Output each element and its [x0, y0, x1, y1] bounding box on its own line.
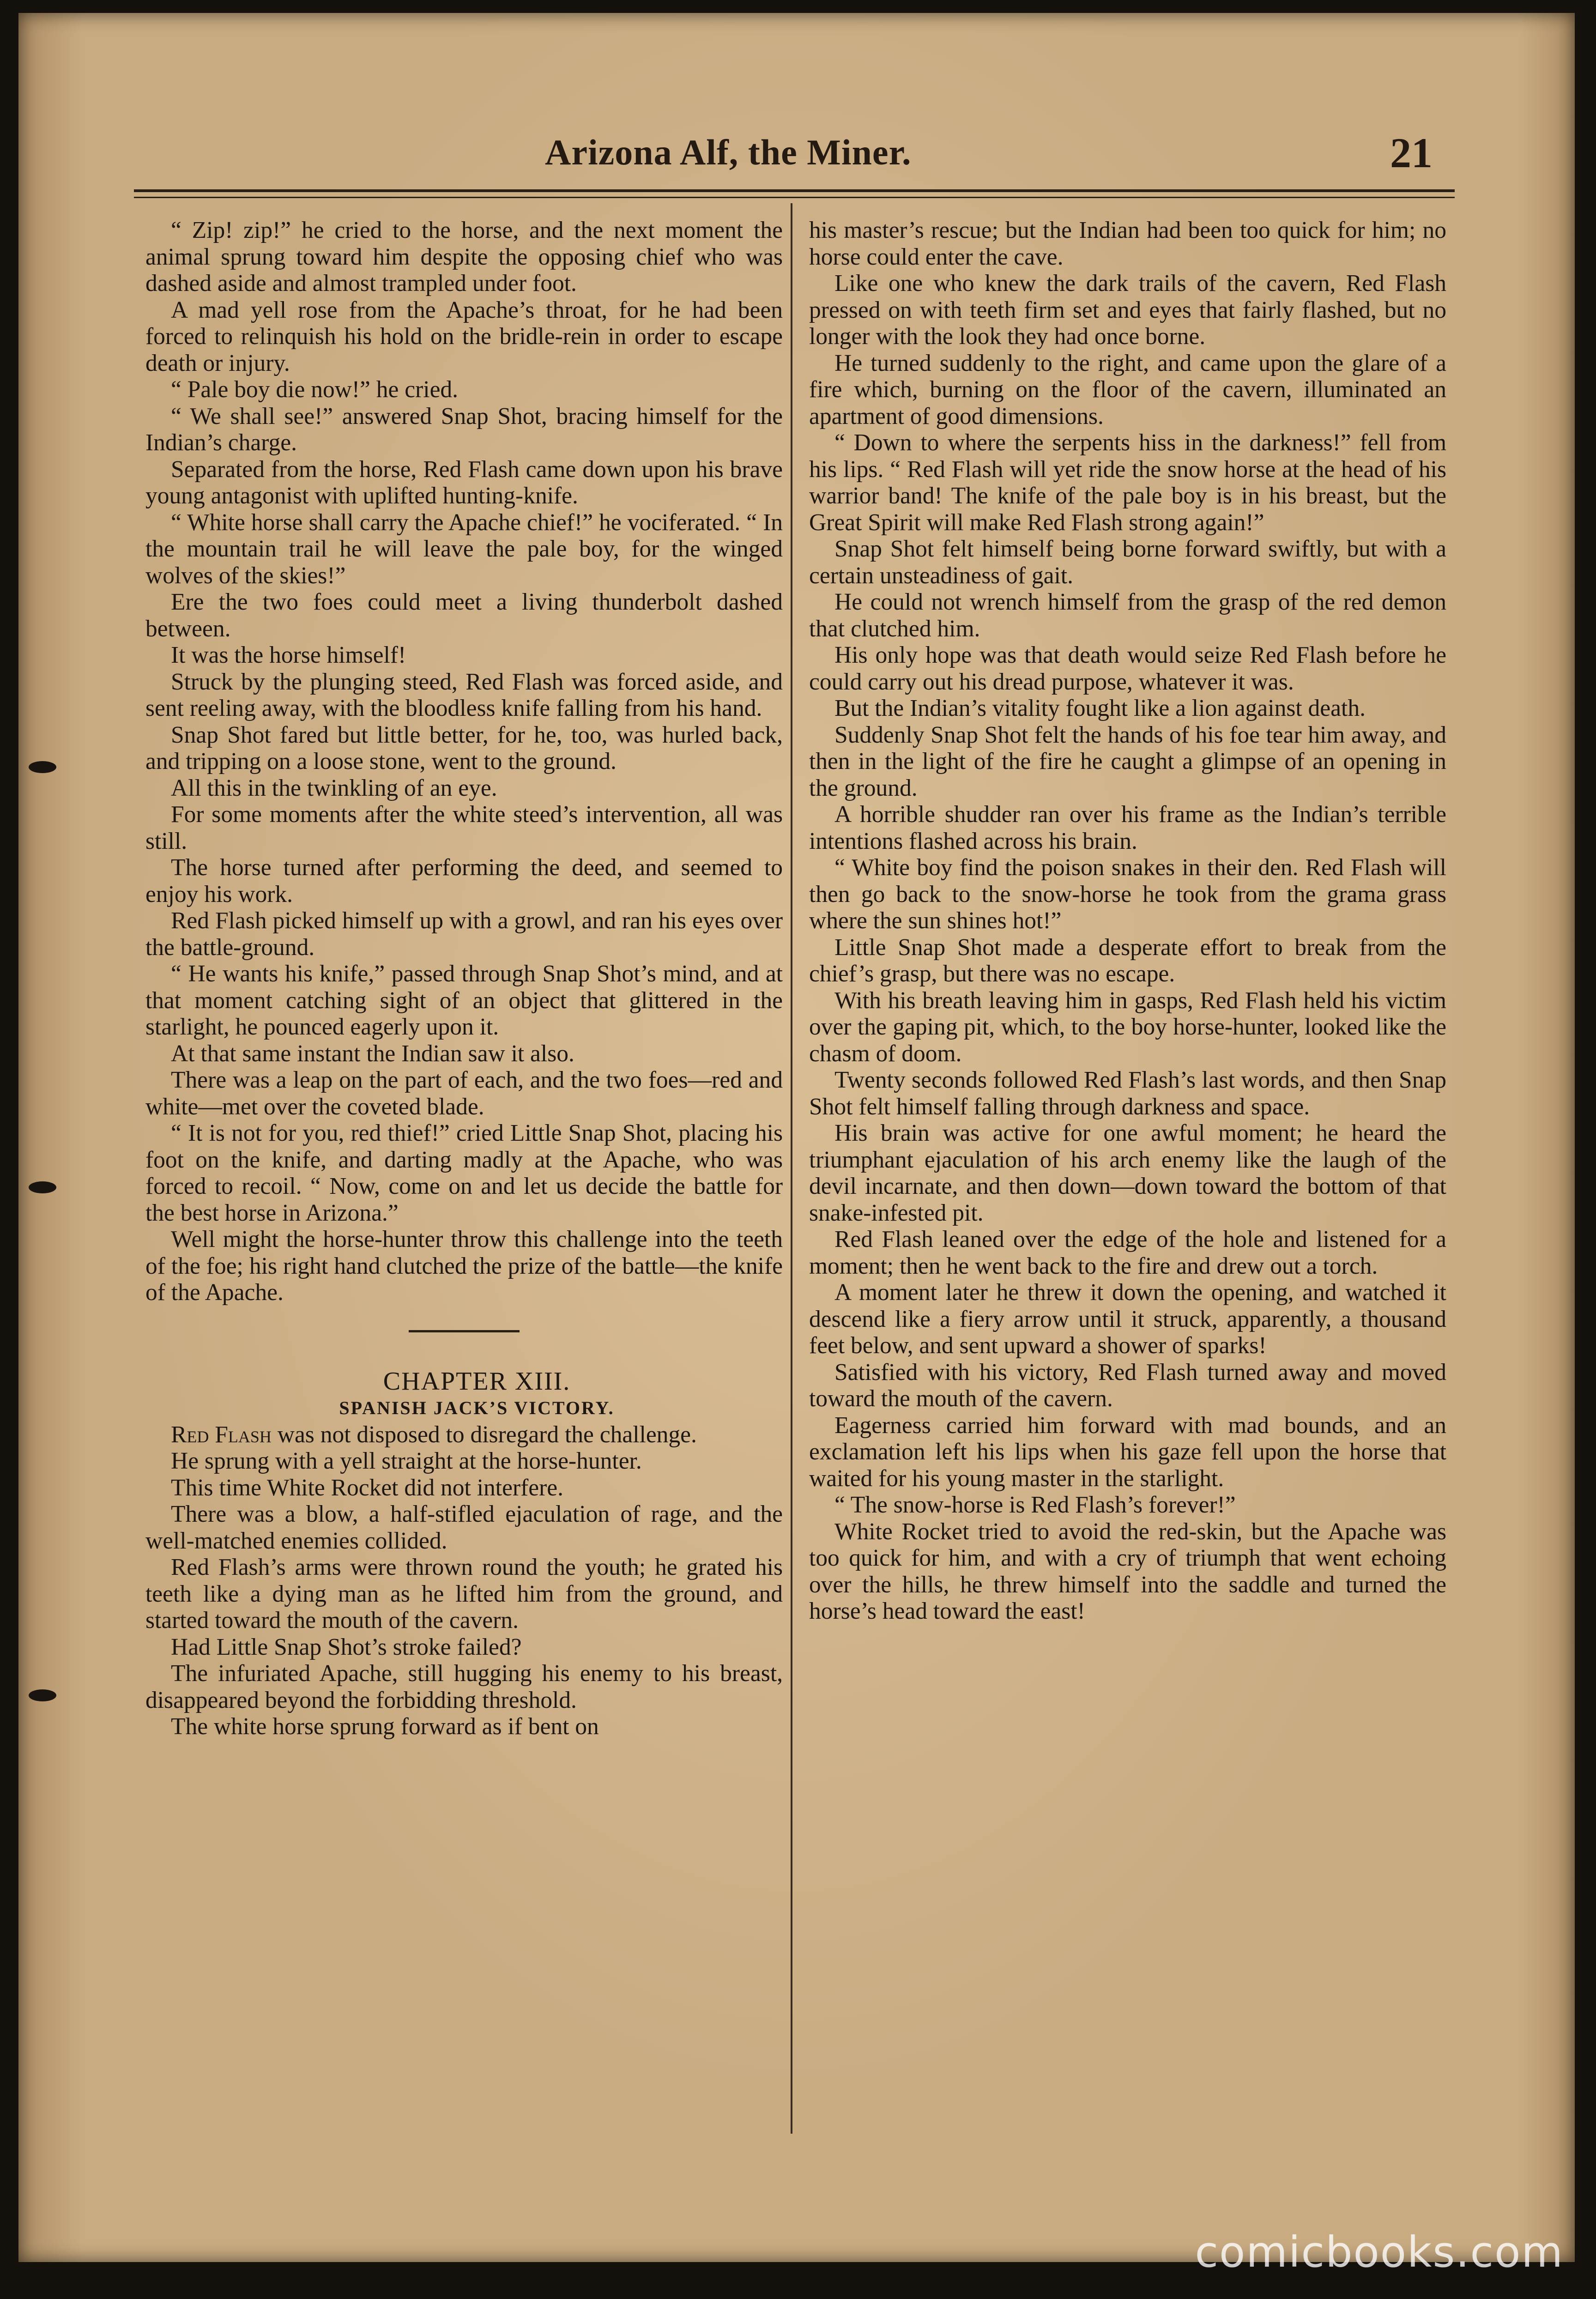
header-rule-thin [134, 197, 1455, 198]
paragraph: Struck by the plunging steed, Red Flash was forced aside, and sent reeling away, with the bloodless knife falling from his hand. [145, 668, 783, 721]
paragraph: With his breath leaving him in gasps, Red Flash held his victim over the gaping pit, which, to the boy horse-hunter, looked like the chasm of doom. [809, 987, 1446, 1067]
chapter-title: CHAPTER XIII. [383, 1367, 571, 1396]
paragraph: A moment later he threw it down the opening, and watched it descend like a fiery arrow until it struck, apparently, a thousand feet below, and sent upward a shower of sparks! [809, 1279, 1446, 1359]
paragraph: The horse turned after performing the deed, and seemed to enjoy his work. [145, 854, 783, 908]
paragraph: There was a blow, a half-stifled ejaculation of rage, and the well-matched enemies collided. [145, 1501, 783, 1554]
paragraph: “ It is not for you, red thief!” cried Little Snap Shot, placing his foot on the knife, and darting madly at the Apache, who was forced to recoil. “ Now, come on and let us decide the battle for the best horse in Arizona.” [145, 1120, 783, 1226]
header-rule [134, 189, 1455, 192]
paragraph: He could not wrench himself from the grasp of the red demon that clutched him. [809, 589, 1446, 642]
paragraph: For some moments after the white steed’s intervention, all was still. [145, 801, 783, 854]
right-paragraphs [809, 270, 1446, 1625]
running-head-title: Arizona Alf, the Miner. [545, 132, 912, 172]
right-column [809, 217, 1446, 1625]
watermark-text: comicbooks.com [1195, 2227, 1564, 2277]
chapter-lead-words: Red Flash [171, 1421, 272, 1448]
paragraph: “ Down to where the serpents hiss in the darkness!” fell from his lips. “ Red Flash will yet ride the snow horse at the head of his warrior band! The knife of the pale boy is in his breast, but the Great Spirit will make Red Flash strong again!” [809, 430, 1446, 536]
paragraph: Red Flash’s arms were thrown round the youth; he grated his teeth like a dying man as he lifted him from the ground, and started toward the mouth of the cavern. [145, 1554, 783, 1634]
binding-hole [29, 761, 56, 773]
binding-hole [29, 1181, 56, 1193]
paragraph: The infuriated Apache, still hugging his enemy to his breast, disappeared beyond the forbidding threshold. [145, 1660, 783, 1713]
paragraph: He turned suddenly to the right, and came upon the glare of a fire which, burning on the floor of the cavern, illuminated an apartment of good dimensions. [809, 350, 1446, 430]
paragraph: “ The snow-horse is Red Flash’s forever!” [834, 1492, 1236, 1518]
paragraph: Had Little Snap Shot’s stroke failed? [171, 1634, 522, 1660]
paragraph: Little Snap Shot made a desperate effort to break from the chief’s grasp, but there was no escape. [809, 934, 1446, 987]
paragraph: “ Zip! zip!” he cried to the horse, and the next moment the animal sprung toward him despite the opposing chief who was dashed aside and almost trampled under foot. [145, 217, 783, 296]
paragraph: Separated from the horse, Red Flash came down upon his brave young antagonist with uplifted hunting-knife. [145, 456, 783, 509]
paragraph: All this in the twinkling of an eye. [171, 774, 497, 801]
paragraph: The white horse sprung forward as if bent on [171, 1713, 599, 1740]
binding-hole [29, 1689, 56, 1701]
paragraph: His brain was active for one awful moment; he heard the triumphant ejaculation of his arch enemy like the laugh of the devil incarnate, and then down—down toward the bottom of that snake-infested pit. [809, 1120, 1446, 1226]
chapter-first-text: was not disposed to disregard the challenge. [271, 1421, 697, 1448]
paragraph: “ He wants his knife,” passed through Snap Shot’s mind, and at that moment catching sight of an object that glittered in the starlight, he pounced eagerly upon it. [145, 961, 783, 1040]
paragraph: “ White boy find the poison snakes in their den. Red Flash will then go back to the snow-horse he took from the grama grass where the sun shines hot!” [809, 854, 1446, 934]
paragraph: “ Pale boy die now!” he cried. [171, 376, 459, 403]
paragraph: His only hope was that death would seize Red Flash before he could carry out his dread purpose, whatever it was. [809, 642, 1446, 695]
paragraph: He sprung with a yell straight at the horse-hunter. [171, 1448, 642, 1474]
paragraph: A mad yell rose from the Apache’s throat, for he had been forced to relinquish his hold on the bridle-rein in order to escape death or injury. [145, 296, 783, 376]
paragraph: Well might the horse-hunter throw this challenge into the teeth of the foe; his right hand clutched the prize of the battle—the knife of the Apache. [145, 1226, 783, 1306]
paragraph: Ere the two foes could meet a living thunderbolt dashed between. [145, 589, 783, 642]
section-separator [409, 1330, 520, 1332]
paragraph: White Rocket tried to avoid the red-skin, but the Apache was too quick for him, and with a cry of triumph that went echoing over the hills, he threw himself into the saddle and turned the horse’s head toward the east! [809, 1518, 1446, 1624]
paragraph: Snap Shot felt himself being borne forward swiftly, but with a certain unsteadiness of gait. [809, 536, 1446, 589]
paragraph: A horrible shudder ran over his frame as the Indian’s terrible intentions flashed across his brain. [809, 801, 1446, 854]
left-paragraphs-after [145, 1448, 783, 1740]
paragraph: “ White horse shall carry the Apache chief!” he vociferated. “ In the mountain trail he will leave the pale boy, for the winged wolves of the skies!” [145, 509, 783, 589]
column-divider [791, 203, 792, 2134]
paragraph: This time White Rocket did not interfere. [171, 1474, 564, 1501]
paragraph: Red Flash leaned over the edge of the hole and listened for a moment; then he went back to the fire and drew out a torch. [809, 1226, 1446, 1279]
continued-paragraph: his master’s rescue; but the Indian had been too quick for him; no horse could enter the cave. [809, 217, 1446, 270]
paragraph: At that same instant the Indian saw it also. [171, 1040, 574, 1067]
page-number: 21 [1390, 129, 1433, 176]
left-paragraphs [145, 217, 783, 1306]
paragraph: Twenty seconds followed Red Flash’s last words, and then Snap Shot felt himself falling through darkness and space. [809, 1067, 1446, 1120]
paragraph: Red Flash picked himself up with a growl, and ran his eyes over the battle-ground. [145, 908, 783, 961]
paragraph: Suddenly Snap Shot felt the hands of his foe tear him away, and then in the light of the fire he caught a glimpse of an opening in the ground. [809, 721, 1446, 801]
paragraph: Like one who knew the dark trails of the cavern, Red Flash pressed on with teeth firm set and eyes that fairly flashed, but no longer with the look they had once borne. [809, 270, 1446, 350]
paragraph: It was the horse himself! [171, 642, 406, 668]
left-column [145, 217, 783, 1740]
chapter-subtitle: SPANISH JACK’S VICTORY. [339, 1398, 615, 1418]
paragraph: Eagerness carried him forward with mad bounds, and an exclamation left his lips when his gaze fell upon the horse that waited for his young master in the starlight. [809, 1412, 1446, 1492]
paragraph: Satisfied with his victory, Red Flash turned away and moved toward the mouth of the cavern. [809, 1359, 1446, 1412]
paragraph: “ We shall see!” answered Snap Shot, bracing himself for the Indian’s charge. [145, 403, 783, 456]
paragraph: But the Indian’s vitality fought like a lion against death. [834, 695, 1366, 721]
paragraph: There was a leap on the part of each, and the two foes—red and white—met over the coveted blade. [145, 1067, 783, 1120]
chapter-first-paragraph [145, 1422, 783, 1448]
paragraph: Snap Shot fared but little better, for he, too, was hurled back, and tripping on a loose stone, went to the ground. [145, 721, 783, 774]
